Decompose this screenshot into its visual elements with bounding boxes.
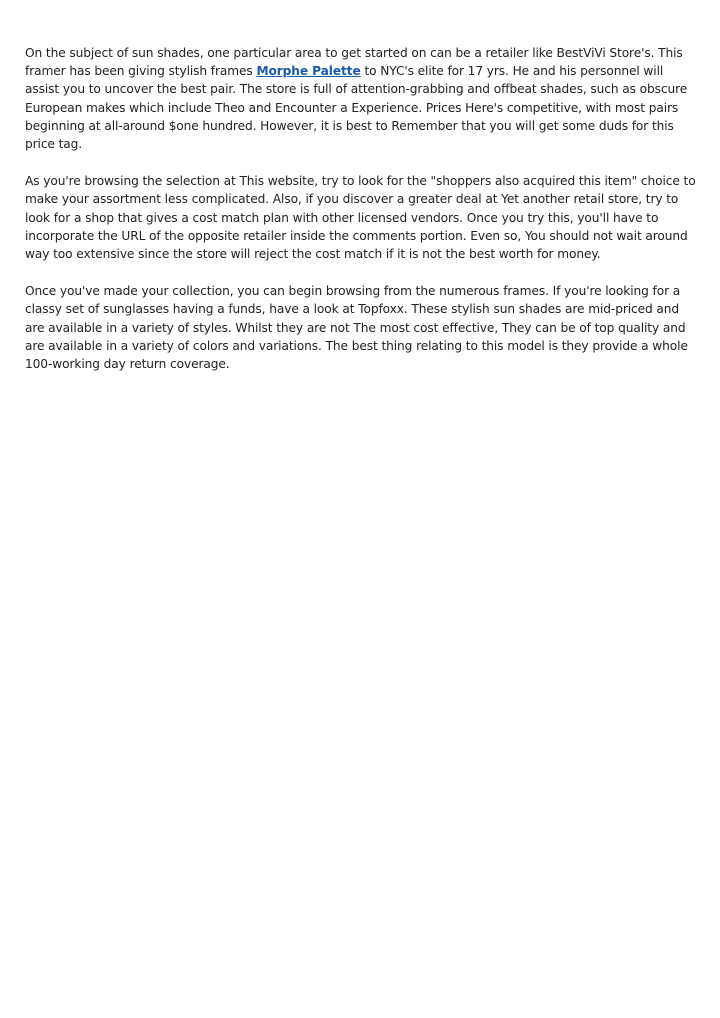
paragraph-1: [25, 44, 697, 153]
paragraph-1-text-start: On the subject of sun shades, one particular area to get started on can be a retailer like BestViVi Store's. This framer has been giving stylish frames: [25, 46, 683, 79]
morphe-palette-link[interactable]: Morphe Palette: [256, 64, 361, 79]
paragraph-2: As you're browsing the selection at This website, try to look for the "shoppers also acquired this item" choice to make your assortment less complicated. Also, if you discover a greater deal at Yet another retail store, try to look for a shop that gives a cost match plan with other licensed vendors. Once you try this, you'll have to incorporate the URL of the opposite retailer inside the comments portion. Even so, You should not wait around way too extensive since the store will reject the cost match if it is not the best worth for money.: [25, 174, 696, 262]
paragraph-1-text-end: to NYC's elite for 17 yrs. He and his personnel will assist you to uncover the best pair. The store is full of attention-grabbing and offbeat shades, such as obscure European makes which include Theo and Encounter a Experience. Prices Here's competitive, with most pairs beginning at all-around $one hundred. However, it is best to Remember that you will get some duds for this price tag.: [25, 64, 688, 152]
article-body: [25, 44, 697, 392]
paragraph-3: Once you've made your collection, you can begin browsing from the numerous frames. If you're looking for a classy set of sunglasses having a funds, have a look at Topfoxx. These stylish sun shades are mid-priced and are available in a variety of styles. Whilst they are not The most cost effective, They can be of top quality and are available in a variety of colors and variations. The best thing relating to this model is they provide a whole 100-working day return coverage.: [25, 284, 688, 372]
